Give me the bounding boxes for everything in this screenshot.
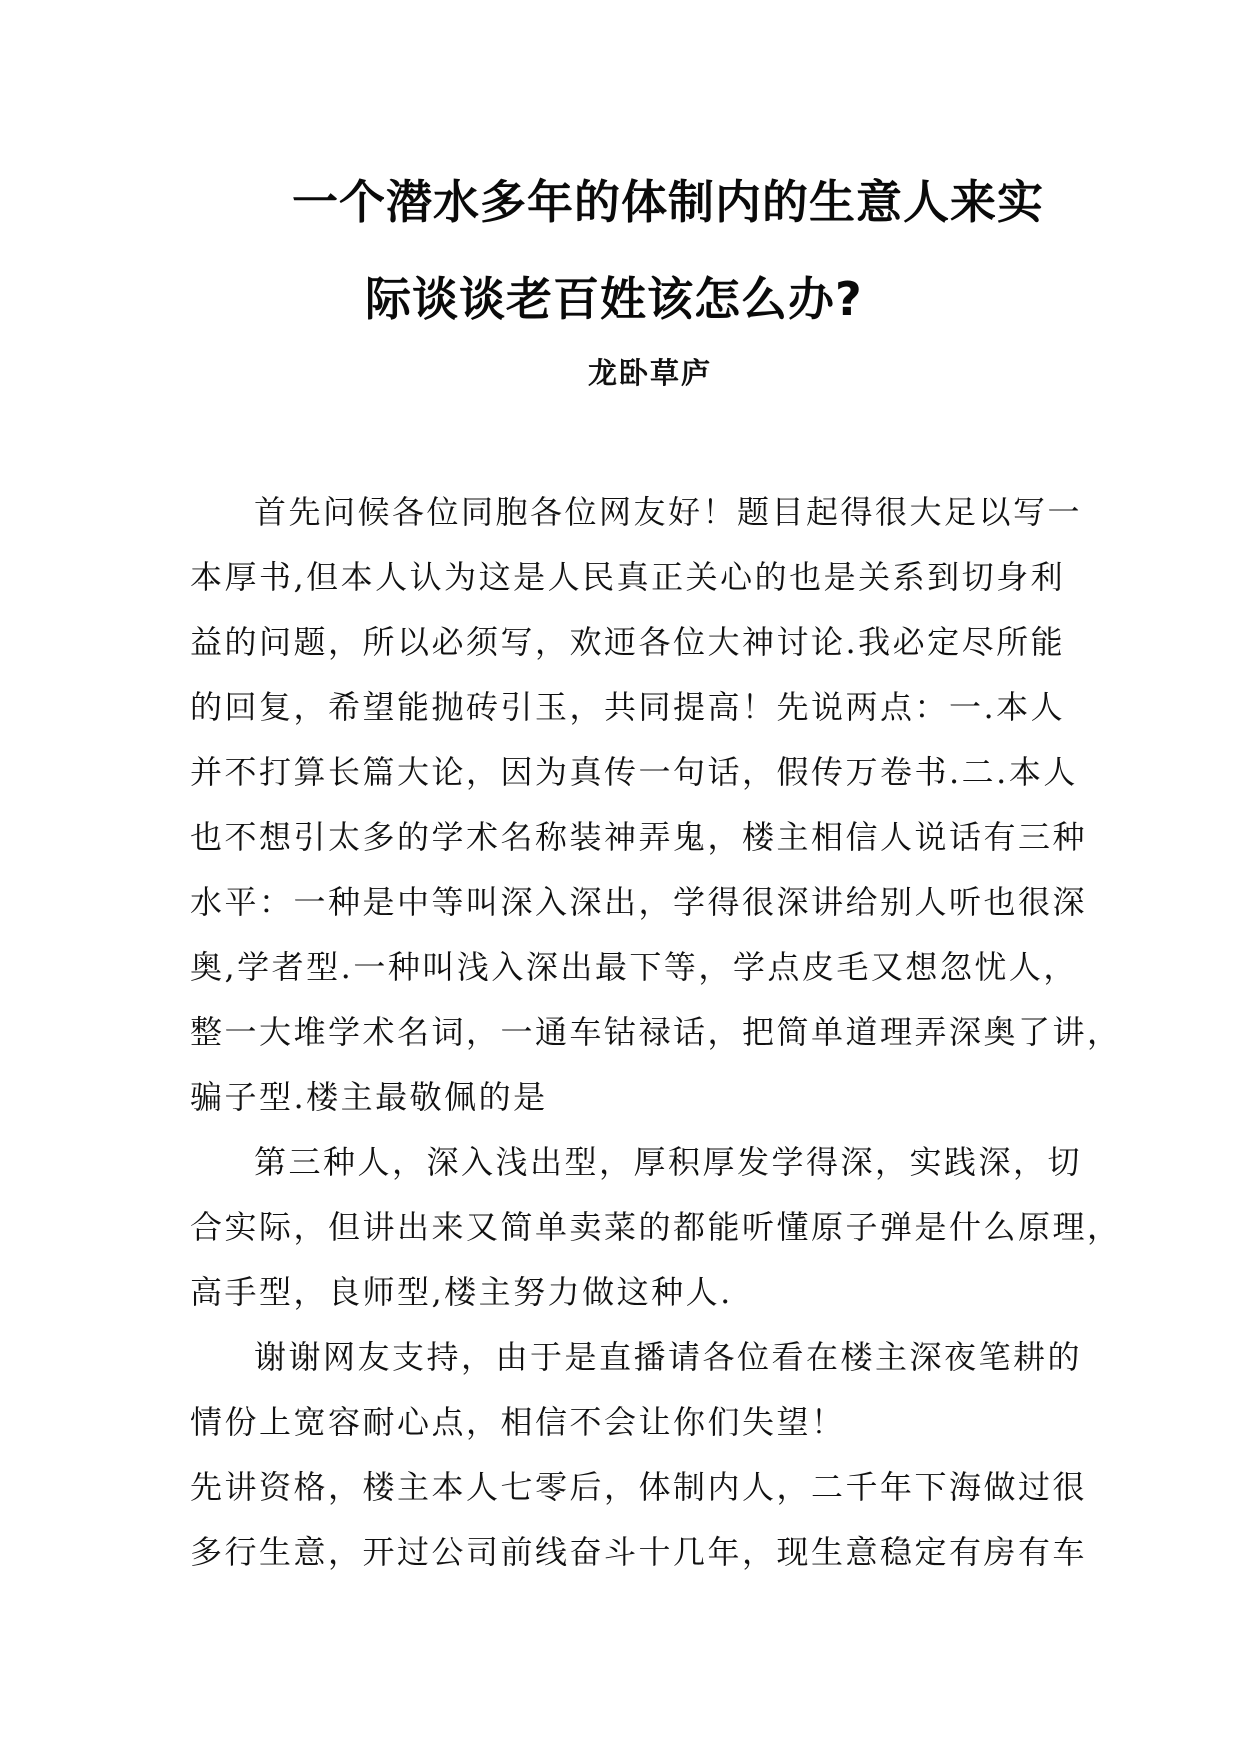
body-line: 高手型，良师型,楼主努力做这种人. — [190, 1273, 733, 1311]
body-line: 谢谢网友支持，由于是直播请各位看在楼主深夜笔耕的 — [254, 1338, 1083, 1376]
body-line: 第三种人，深入浅出型，厚积厚发学得深，实践深，切 — [254, 1143, 1083, 1181]
document-title-line-2: 际谈谈老百姓该怎么办? — [365, 272, 863, 326]
document-body — [190, 480, 1122, 1585]
body-line: 的回复，希望能抛砖引玉，共同提高！先说两点：一.本人 — [190, 688, 1066, 726]
body-line: 骗子型.楼主最敬佩的是 — [190, 1078, 548, 1116]
document-author: 龙卧草庐 — [588, 356, 713, 390]
body-line: 先讲资格，楼主本人七零后，体制内人，二千年下海做过很 — [190, 1468, 1088, 1506]
body-line: 本厚书,但本人认为这是人民真正关心的也是关系到切身利 — [190, 558, 1066, 596]
document-title-line-1: 一个潜水多年的体制内的生意人来实 — [292, 175, 1044, 229]
body-line: 益的问题，所以必须写，欢迊各位大神讨论.我必定尽所能 — [190, 623, 1066, 661]
body-line: 奥,学者型.一种叫浅入深出最下等，学点皮毛又想忽忧人， — [190, 948, 1078, 986]
body-line: 首先问候各位同胞各位网友好！题目起得很大足以写一 — [254, 493, 1083, 531]
body-line: 合实际，但讲出来又简单卖菜的都能听懂原子弹是什么原理， — [190, 1208, 1122, 1246]
body-line: 并不打算长篇大论，因为真传一句话，假传万卷书.二.本人 — [190, 753, 1078, 791]
body-line: 情份上宽容耐心点，相信不会让你们失望！ — [190, 1403, 846, 1441]
body-line: 也不想引太多的学术名称装神弄鬼，楼主相信人说话有三种 — [190, 818, 1088, 856]
body-line: 水平：一种是中等叫深入深出，学得很深讲给别人听也很深 — [190, 883, 1088, 921]
body-line: 整一大堆学术名词，一通车钴禄话，把简单道理弄深奥了讲， — [190, 1013, 1122, 1051]
body-line: 多行生意，开过公司前线奋斗十几年，现生意稳定有房有车 — [190, 1533, 1088, 1571]
